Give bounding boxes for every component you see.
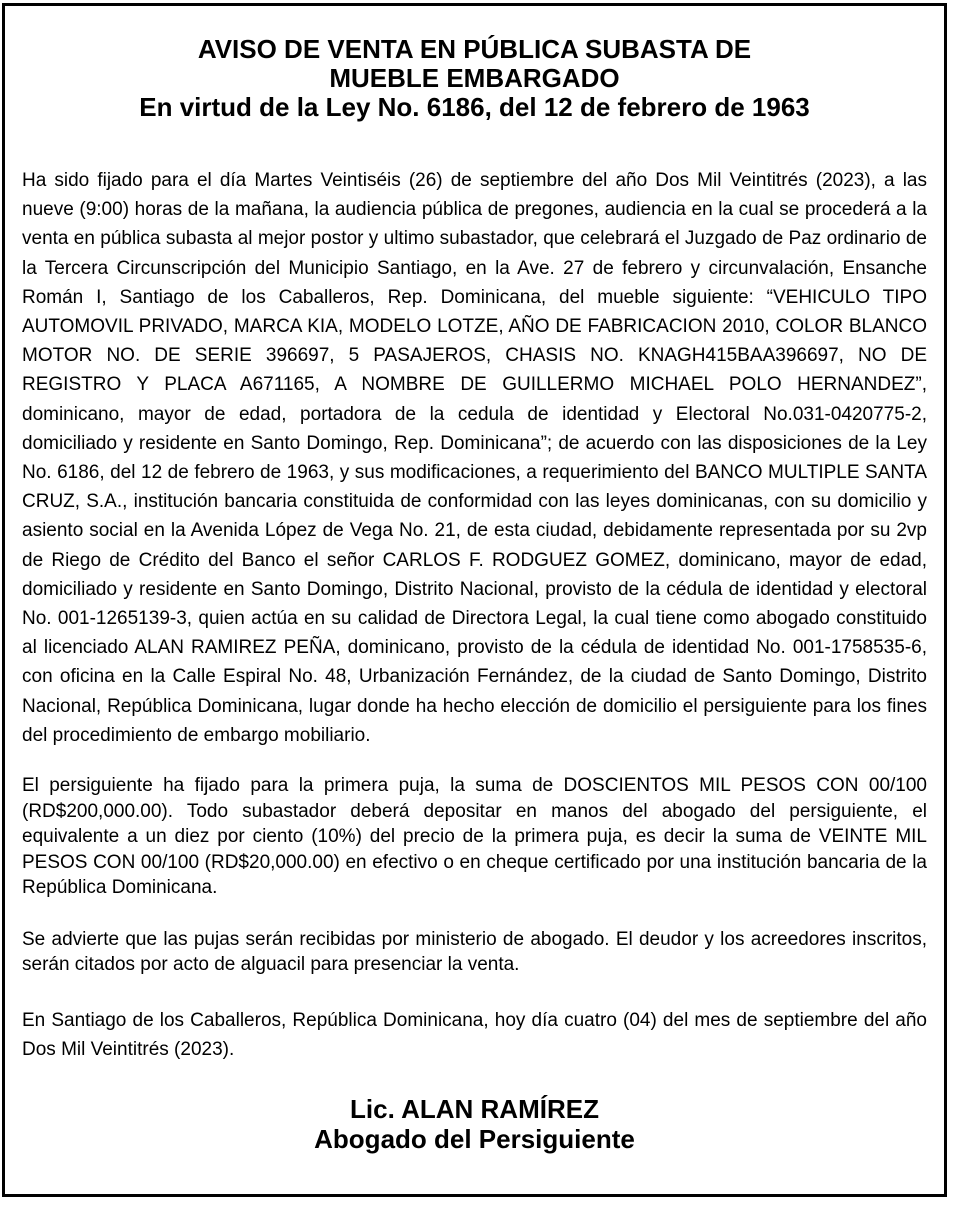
notice-subtitle: En virtud de la Ley No. 6186, del 12 de febrero de 1963 bbox=[139, 92, 810, 122]
notice-title-line-1: AVISO DE VENTA EN PÚBLICA SUBASTA DE bbox=[197, 34, 752, 64]
paragraph-warning: Se advierte que las pujas serán recibidas por ministerio de abogado. El deudor y los acreedores inscritos, serán citados por acto de alguacil para presenciar la venta. bbox=[22, 928, 927, 975]
legal-notice bbox=[2, 3, 947, 1197]
notice-header bbox=[5, 35, 944, 122]
signature-block bbox=[5, 1094, 944, 1154]
signature-name: Lic. ALAN RAMÍREZ bbox=[350, 1093, 599, 1124]
paragraph-place-date: En Santiago de los Caballeros, República Dominicana, hoy día cuatro (04) del mes de septiembre del año Dos Mil Veintitrés (2023). bbox=[22, 1009, 927, 1060]
notice-title-line-2: MUEBLE EMBARGADO bbox=[329, 63, 620, 93]
paragraph-auction-details: Ha sido fijado para el día Martes Veintiséis (26) de septiembre del año Dos Mil Veintitrés (2023), a las nueve (9:00) horas de la mañana, la audiencia pública de pregones, audiencia en la cual se procederá a la venta en pública subasta al mejor postor y ultimo subastador, que celebrará el Juzgado de Paz ordinario de la Tercera Circunscripción del Municipio Santiago, en la Ave. 27 de febrero y circunvalación, Ensanche Román I, Santiago de los Caballeros, Rep. Dominicana, del mueble siguiente: “VEHICULO TIPO AUTOMOVIL PRIVADO, MARCA KIA, MODELO LOTZE, AÑO DE FABRICACION 2010, COLOR BLANCO MOTOR NO. DE SERIE 396697, 5 PASAJEROS, CHASIS NO. KNAGH415BAA396697, NO DE REGISTRO Y PLACA A671165, A NOMBRE DE GUILLERMO MICHAEL POLO HERNANDEZ”, dominicano, mayor de edad, portadora de la cedula de identidad y Electoral No.031-0420775-2, domiciliado y residente en Santo Domingo, Rep. Dominicana”; de acuerdo con las disposiciones de la Ley No. 6186, del 12 de febrero de 1963, y sus modificaciones, a requerimiento del BANCO MULTIPLE SANTA CRUZ, S.A., institución bancaria constituida de conformidad con las leyes dominicanas, con su domicilio y asiento social en la Avenida López de Vega No. 21, de esta ciudad, debidamente representada por su 2vp de Riego de Crédito del Banco el señor CARLOS F. RODGUEZ GOMEZ, dominicano, mayor de edad, domiciliado y residente en Santo Domingo, Distrito Nacional, provisto de la cédula de identidad y electoral No. 001-1265139-3, quien actúa en su calidad de Directora Legal, la cual tiene como abogado constituido al licenciado ALAN RAMIREZ PEÑA, dominicano, provisto de la cédula de identidad No. 001-1758535-6, con oficina en la Calle Espiral No. 48, Urbanización Fernández, de la ciudad de Santo Domingo, Distrito Nacional, República Dominicana, lugar donde ha hecho elección de domicilio el persiguiente para los fines del procedimiento de embargo mobiliario. bbox=[22, 170, 927, 746]
paragraph-first-bid: El persiguiente ha fijado para la primera puja, la suma de DOSCIENTOS MIL PESOS CON 00/100 (RD$200,000.00). Todo subastador deberá depositar en manos del abogado del persiguiente, el equivalente a un diez por ciento (10%) del precio de la primera puja, es decir la suma de VEINTE MIL PESOS CON 00/100 (RD$20,000.00) en efectivo o en cheque certificado por una institución bancaria de la República Dominicana. bbox=[22, 775, 927, 899]
notice-body bbox=[5, 166, 944, 1064]
signature-role: Abogado del Persiguiente bbox=[314, 1123, 635, 1154]
